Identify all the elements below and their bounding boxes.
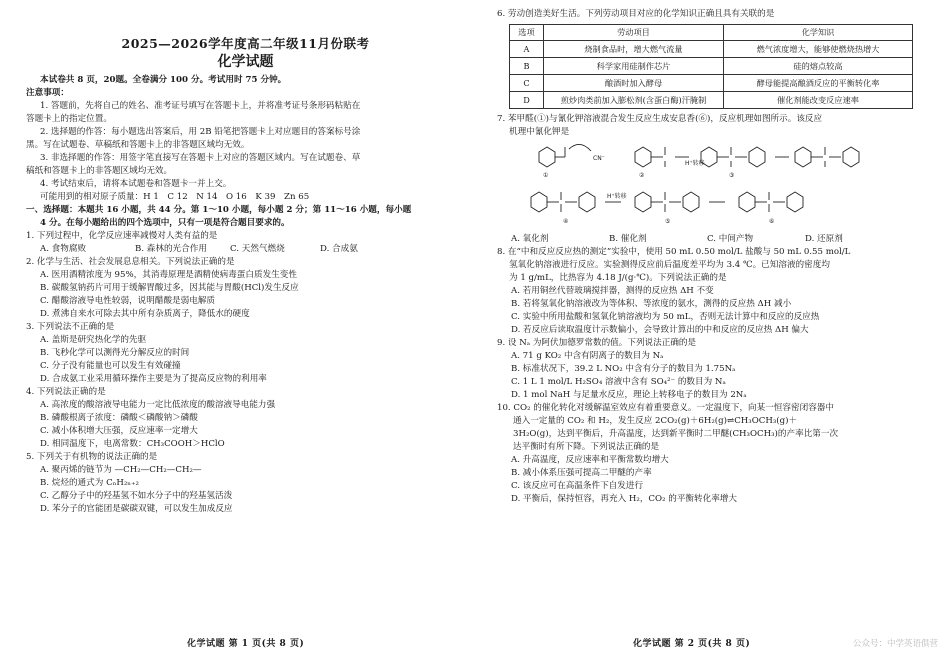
label-6: ⑥ <box>769 218 775 225</box>
q4-option-c[interactable]: C. 减小体积增大压强，反应速率一定增大 <box>40 426 198 436</box>
q7-options <box>497 233 938 246</box>
h-transfer-2: H⁺转移 <box>607 193 627 200</box>
q8-stem-line2: 氢氧化钠溶液进行反应。实验测得反应前后温度差平均为 3.4 ℃。已知溶液的密度均 <box>509 260 830 270</box>
q6-header-option: 选项 <box>510 25 544 41</box>
q1-option-d[interactable]: D. 合成氨 <box>320 244 358 254</box>
q5-option-c[interactable]: C. 乙醇分子中的羟基氢不如水分子中的羟基氢活泼 <box>40 491 233 501</box>
q8-option-a[interactable]: A. 若用铜丝代替玻璃搅拌器，测得的反应热 ΔH 不变 <box>511 286 714 296</box>
benzene-ring-7 <box>531 192 547 212</box>
section1-line2: 4 分。在每小题给出的四个选项中，只有一项是符合题目要求的。 <box>40 218 290 228</box>
reaction-mechanism-diagram <box>525 141 885 227</box>
q9-option-d[interactable]: D. 1 mol NaH 与足量水反应，理论上转移电子的数目为 2Nₐ <box>511 390 747 400</box>
q10-option-c[interactable]: C. 该反应可在高温条件下自发进行 <box>511 481 644 491</box>
q5-option-d[interactable]: D. 苯分子的官能团是碳碳双键，可以发生加成反应 <box>40 504 233 514</box>
q6-cell: D <box>510 92 544 109</box>
table-row[interactable] <box>510 58 913 75</box>
q9-stem: 9. 设 Nₐ 为阿伏加德罗常数的值。下列说法正确的是 <box>497 338 697 348</box>
q5-option-b[interactable]: B. 烷烃的通式为 CₙH₂ₙ₊₂ <box>40 478 140 488</box>
benzene-ring-11 <box>739 192 755 212</box>
q6-cell: 科学家用硅制作芯片 <box>544 58 724 75</box>
q6-stem: 6. 劳动创造美好生活。下列劳动项目对应的化学知识正确且具有关联的是 <box>497 9 775 19</box>
table-row[interactable] <box>510 41 913 58</box>
q6-cell: 煎炒肉类前加入膨松剂(含蛋白酶)汗腌制 <box>544 92 724 109</box>
footer-page-1: 化学试题 第 1 页(共 8 页) <box>187 639 305 649</box>
q3-option-d[interactable]: D. 合成氨工业采用循环操作主要是为了提高反应物的利用率 <box>40 374 267 384</box>
q10-stem-line3: 3H₂O(g)，达到平衡后，升高温度，达到新平衡时二甲醚(CH₃OCH₃)的产率比第一次 <box>513 429 839 439</box>
q3-stem: 3. 下列说法不正确的是 <box>26 322 115 332</box>
q7-option-c[interactable]: C. 中间产物 <box>707 234 754 244</box>
q10-option-d[interactable]: D. 平衡后，保持恒容，再充入 H₂，CO₂ 的平衡转化率增大 <box>511 494 737 504</box>
q8-option-c[interactable]: C. 实验中所用盐酸和氢氧化钠溶液均为 50 mL，否则无法计算中和反应的反应热 <box>511 312 820 322</box>
q7-stem-line2: 机理中氰化钾是 <box>509 127 570 137</box>
atomic-masses: 可能用到的相对原子质量：H 1 C 12 N 14 O 16 K 39 Zn 65 <box>40 192 310 202</box>
label-1: ① <box>543 172 549 179</box>
q7-option-b[interactable]: B. 催化剂 <box>609 234 647 244</box>
notice-1b: 答题卡上的指定位置。 <box>26 114 112 124</box>
benzene-ring-10 <box>683 192 699 212</box>
q6-header-project: 劳动项目 <box>544 25 724 41</box>
q4-stem: 4. 下列说法正确的是 <box>26 387 106 397</box>
q7-option-d[interactable]: D. 还原剂 <box>805 234 843 244</box>
section1-line1: 一、选择题：本题共 16 小题，共 44 分。第 1～10 小题，每小题 2 分；第 11～16 小题，每小题 <box>26 205 412 215</box>
q6-cell: 硅的熔点较高 <box>724 58 913 75</box>
q6-cell: 酿酒时加入酵母 <box>544 75 724 92</box>
q4-option-a[interactable]: A. 高浓度的酸溶液导电能力一定比低浓度的酸溶液导电能力强 <box>40 400 276 410</box>
exam-title: 2025—2026学年度高二年级11月份联考 <box>121 36 370 51</box>
label-4: ④ <box>563 218 569 225</box>
q3-option-a[interactable]: A. 盖斯是研究热化学的先驱 <box>40 335 147 345</box>
q6-cell: C <box>510 75 544 92</box>
q10-stem-line4: 达平衡时有所下降。下列说法正确的是 <box>513 442 660 452</box>
q9-option-c[interactable]: C. 1 L 1 mol/L H₂SO₄ 溶液中含有 SO₄²⁻ 的数目为 Nₐ <box>511 377 726 387</box>
q4-option-d[interactable]: D. 相同温度下，电离常数：CH₃COOH＞HClO <box>40 439 225 449</box>
q10-stem-line2: 通入一定量的 CO₂ 和 H₂，发生反应 2CO₂(g)＋6H₂(g)⇌CH₃OCH₃(g)＋ <box>513 416 798 426</box>
q8-option-d[interactable]: D. 若反应后读取温度计示数偏小，会导致计算出的中和反应的反应热 ΔH 偏大 <box>511 325 809 335</box>
q8-stem-line3: 为 1 g/mL，比热容为 4.18 J/(g·℃)。下列说法正确的是 <box>509 273 727 283</box>
q8-stem-line1: 8. 在“中和反应反应热的测定”实验中，使用 50 mL 0.50 mol/L 盐酸与 50 mL 0.55 mol/L <box>497 247 851 257</box>
q9-option-a[interactable]: A. 71 g KO₂ 中含有阴离子的数目为 Nₐ <box>511 351 664 361</box>
notice-1a: 1. 答题前，先将自己的姓名、准考证号填写在答题卡上，并将准考证号条形码粘贴在 <box>40 101 361 111</box>
benzene-ring-4 <box>749 147 765 167</box>
benzene-ring-6 <box>843 147 859 167</box>
notice-2a: 2. 选择题的作答：每小题选出答案后，用 2B 铅笔把答题卡上对应题目的答案标号涂 <box>40 127 361 137</box>
label-2: ② <box>639 172 645 179</box>
q1-option-a[interactable]: A. 食物腐败 <box>40 244 87 254</box>
q10-option-b[interactable]: B. 减小体系压强可提高二甲醚的产率 <box>511 468 652 478</box>
notice-4: 4. 考试结束后，请将本试题卷和答题卡一并上交。 <box>40 179 232 189</box>
q8-option-b[interactable]: B. 若将氢氧化钠溶液改为等体积、等浓度的氨水，测得的反应热 ΔH 减小 <box>511 299 792 309</box>
q1-option-b[interactable]: B. 森林的光合作用 <box>135 244 207 254</box>
q6-cell: 催化剂能改变反应速率 <box>724 92 913 109</box>
q5-option-a[interactable]: A. 聚丙烯的链节为 —CH₂—CH₂—CH₂— <box>40 465 202 475</box>
q1-stem: 1. 下列过程中，化学反应速率减慢对人类有益的是 <box>26 231 218 241</box>
footer-page-2: 化学试题 第 2 页(共 8 页) <box>633 639 751 649</box>
intro-summary: 本试卷共 8 页，20题。全卷满分 100 分。考试用时 75 分钟。 <box>40 75 287 85</box>
curved-arrow-1 <box>569 144 591 151</box>
q6-table <box>509 24 913 109</box>
label-3: ③ <box>729 172 735 179</box>
q7-option-a[interactable]: A. 氧化剂 <box>511 234 549 244</box>
notice-2b: 黑。写在试题卷、草稿纸和答题卡上的非答题区域均无效。 <box>26 140 250 150</box>
notice-3a: 3. 非选择题的作答：用签字笔直接写在答题卡上对应的答题区域内。写在试题卷、草 <box>40 153 361 163</box>
exam-subtitle: 化学试题 <box>217 54 274 70</box>
q3-option-b[interactable]: B. 飞秒化学可以测得光分解反应的时间 <box>40 348 190 358</box>
q4-option-b[interactable]: B. 磷酸根离子浓度：磷酸＜磷酸钠＞磷酸 <box>40 413 198 423</box>
table-row[interactable] <box>510 75 913 92</box>
h-transfer-1: H⁺转移 <box>685 160 705 167</box>
q10-option-a[interactable]: A. 升高温度，反应速率和平衡常数均增大 <box>511 455 669 465</box>
benzene-ring-5 <box>795 147 811 167</box>
label-5: ⑤ <box>665 218 671 225</box>
q7-stem-line1: 7. 苯甲醛(①)与氰化钾溶液混合发生反应生成安息香(⑥)，反应机理如图所示。该反应 <box>497 114 823 124</box>
q6-header-knowledge: 化学知识 <box>724 25 913 41</box>
q6-table-header <box>510 25 913 41</box>
benzene-ring-2 <box>635 147 651 167</box>
q9-option-b[interactable]: B. 标准状况下，39.2 L NO₂ 中含有分子的数目为 1.75Nₐ <box>511 364 736 374</box>
q2-option-b[interactable]: B. 碳酸氢钠药片可用于缓解胃酸过多，因其能与胃酸(HCl)发生反应 <box>40 283 299 293</box>
q2-option-a[interactable]: A. 医用酒精浓度为 95%，其消毒原理是酒精使病毒蛋白质发生变性 <box>40 270 297 280</box>
cyanide-ion: CN⁻ <box>593 155 605 162</box>
q3-option-c[interactable]: C. 分子没有能量也可以发生有效碰撞 <box>40 361 181 371</box>
table-row[interactable] <box>510 92 913 109</box>
q2-option-c[interactable]: C. 醋酸溶液导电性较弱，说明醋酸是弱电解质 <box>40 296 216 306</box>
q2-option-d[interactable]: D. 煮沸自来水可除去其中所有杂质离子，降低水的硬度 <box>40 309 250 319</box>
benzene-ring-8 <box>579 192 595 212</box>
benzene-ring-1 <box>539 147 555 167</box>
q10-stem-line1: 10. CO₂ 的催化转化对缓解温室效应有着重要意义。一定温度下，向某一恒容密闭容器中 <box>497 403 834 413</box>
notice-3b: 稿纸和答题卡上的非答题区域均无效。 <box>26 166 173 176</box>
watermark: 公众号：中学英语俱营 <box>853 639 939 649</box>
q1-option-c[interactable]: C. 天然气燃烧 <box>230 244 285 254</box>
q6-cell: 烧制食品时，增大燃气流量 <box>544 41 724 58</box>
benzene-ring-12 <box>787 192 803 212</box>
page-right <box>475 0 950 659</box>
q2-stem: 2. 化学与生活、社会发展息息相关。下列说法正确的是 <box>26 257 235 267</box>
q6-cell: A <box>510 41 544 58</box>
benzene-ring-9 <box>635 192 651 212</box>
q6-cell: 酵母能提高酿酒反应的平衡转化率 <box>724 75 913 92</box>
q1-options <box>26 243 465 256</box>
q5-stem: 5. 下列关于有机物的说法正确的是 <box>26 452 158 462</box>
q6-cell: B <box>510 58 544 75</box>
notice-title: 注意事项： <box>26 88 69 98</box>
q6-cell: 燃气浓度增大，能够使燃烧热增大 <box>724 41 913 58</box>
